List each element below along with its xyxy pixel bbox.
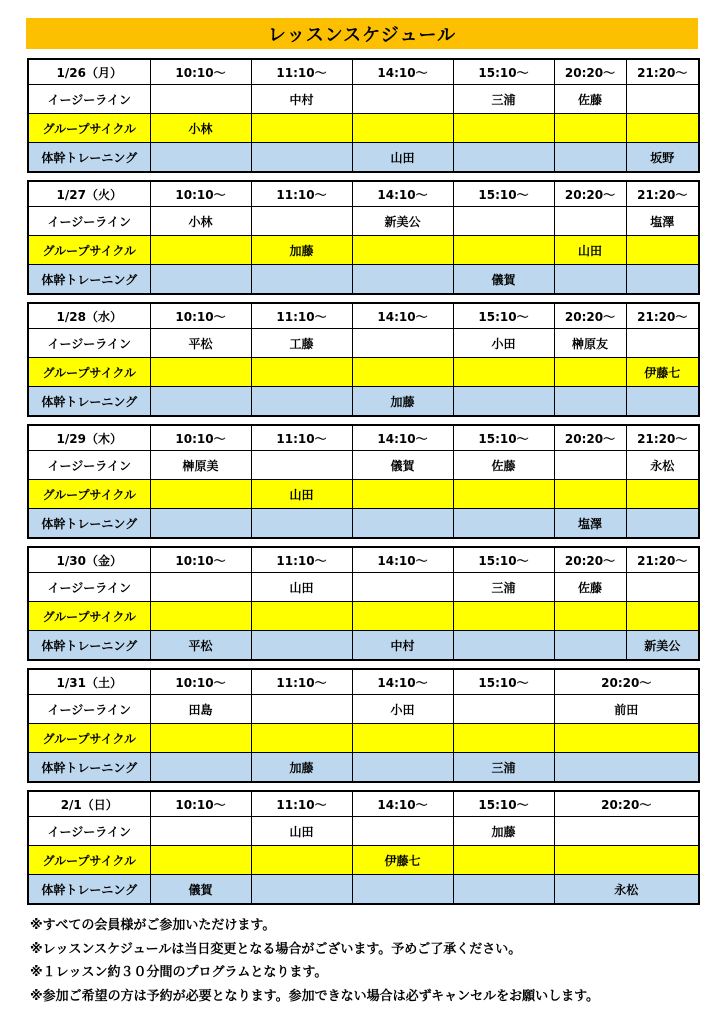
time-cell: 10:10〜 — [150, 669, 251, 695]
lesson-label: グループサイクル — [28, 724, 150, 753]
instructor-cell — [352, 875, 453, 905]
time-cell: 15:10〜 — [453, 425, 554, 451]
instructor-cell: 小林 — [150, 207, 251, 236]
instructor-cell: 永松 — [554, 875, 699, 905]
day-table — [27, 668, 700, 783]
instructor-cell — [352, 236, 453, 265]
instructor-cell — [352, 265, 453, 295]
instructor-cell: 伊藤七 — [626, 358, 699, 387]
instructor-cell: 儀賀 — [150, 875, 251, 905]
lesson-label: 体幹トレーニング — [28, 265, 150, 295]
lesson-label: イージーライン — [28, 329, 150, 358]
time-cell: 10:10〜 — [150, 181, 251, 207]
instructor-cell — [251, 451, 352, 480]
easy-row — [28, 451, 699, 480]
instructor-cell: 儀賀 — [352, 451, 453, 480]
cycle-row — [28, 480, 699, 509]
instructor-cell — [150, 846, 251, 875]
time-cell: 10:10〜 — [150, 547, 251, 573]
instructor-cell — [554, 602, 626, 631]
instructor-cell: 工藤 — [251, 329, 352, 358]
instructor-cell: 佐藤 — [554, 573, 626, 602]
lesson-label: グループサイクル — [28, 602, 150, 631]
instructor-cell: 榊原友 — [554, 329, 626, 358]
instructor-cell — [352, 602, 453, 631]
instructor-cell — [554, 451, 626, 480]
lesson-label: グループサイクル — [28, 846, 150, 875]
instructor-cell — [352, 358, 453, 387]
lesson-label: 体幹トレーニング — [28, 143, 150, 173]
instructor-cell — [150, 509, 251, 539]
instructor-cell — [554, 846, 699, 875]
instructor-cell — [251, 695, 352, 724]
time-cell: 15:10〜 — [453, 547, 554, 573]
instructor-cell — [626, 114, 699, 143]
instructor-cell: 加藤 — [251, 753, 352, 783]
time-cell: 20:20〜 — [554, 791, 699, 817]
instructor-cell — [352, 509, 453, 539]
instructor-cell — [150, 602, 251, 631]
core-row — [28, 387, 699, 417]
time-cell: 15:10〜 — [453, 669, 554, 695]
time-cell: 15:10〜 — [453, 181, 554, 207]
instructor-cell: 三浦 — [453, 85, 554, 114]
instructor-cell — [626, 387, 699, 417]
instructor-cell — [150, 753, 251, 783]
easy-row — [28, 573, 699, 602]
instructor-cell: 三浦 — [453, 573, 554, 602]
instructor-cell: 塩澤 — [626, 207, 699, 236]
easy-row — [28, 207, 699, 236]
instructor-cell — [352, 573, 453, 602]
instructor-cell: 中村 — [251, 85, 352, 114]
instructor-cell: 佐藤 — [453, 451, 554, 480]
instructor-cell — [554, 358, 626, 387]
instructor-cell: 加藤 — [453, 817, 554, 846]
instructor-cell — [554, 480, 626, 509]
lesson-label: グループサイクル — [28, 236, 150, 265]
lesson-label: イージーライン — [28, 451, 150, 480]
time-cell: 11:10〜 — [251, 303, 352, 329]
lesson-label: イージーライン — [28, 695, 150, 724]
day-table — [27, 58, 700, 173]
instructor-cell: 平松 — [150, 631, 251, 661]
instructor-cell — [251, 114, 352, 143]
instructor-cell: 永松 — [626, 451, 699, 480]
note-line: ※１レッスン約３０分間のプログラムとなります。 — [30, 965, 328, 980]
note-line: ※すべての会員様がご参加いただけます。 — [30, 918, 276, 933]
cycle-row — [28, 358, 699, 387]
lesson-label: 体幹トレーニング — [28, 387, 150, 417]
lesson-label: グループサイクル — [28, 358, 150, 387]
easy-row — [28, 695, 699, 724]
instructor-cell — [150, 817, 251, 846]
time-cell: 11:10〜 — [251, 547, 352, 573]
instructor-cell: 小田 — [352, 695, 453, 724]
instructor-cell: 塩澤 — [554, 509, 626, 539]
time-cell: 10:10〜 — [150, 791, 251, 817]
day-table — [27, 424, 700, 539]
instructor-cell: 前田 — [554, 695, 699, 724]
time-cell: 11:10〜 — [251, 791, 352, 817]
time-cell: 10:10〜 — [150, 425, 251, 451]
time-cell: 11:10〜 — [251, 425, 352, 451]
instructor-cell — [352, 85, 453, 114]
instructor-cell — [150, 265, 251, 295]
lesson-label: 体幹トレーニング — [28, 631, 150, 661]
instructor-cell — [626, 602, 699, 631]
instructor-cell — [150, 143, 251, 173]
instructor-cell: 坂野 — [626, 143, 699, 173]
instructor-cell — [626, 329, 699, 358]
time-cell: 14:10〜 — [352, 181, 453, 207]
core-row — [28, 875, 699, 905]
instructor-cell — [453, 480, 554, 509]
instructor-cell: 山田 — [251, 480, 352, 509]
date-cell: 1/27（火） — [28, 181, 150, 207]
lesson-label: イージーライン — [28, 207, 150, 236]
date-cell: 1/26（月） — [28, 59, 150, 85]
instructor-cell — [626, 509, 699, 539]
time-cell: 20:20〜 — [554, 547, 626, 573]
time-cell: 14:10〜 — [352, 547, 453, 573]
date-cell: 1/30（金） — [28, 547, 150, 573]
core-row — [28, 753, 699, 783]
lesson-label: 体幹トレーニング — [28, 753, 150, 783]
instructor-cell — [453, 875, 554, 905]
instructor-cell — [453, 207, 554, 236]
time-cell: 11:10〜 — [251, 181, 352, 207]
instructor-cell — [554, 817, 699, 846]
time-cell: 21:20〜 — [626, 303, 699, 329]
instructor-cell: 田島 — [150, 695, 251, 724]
instructor-cell — [352, 480, 453, 509]
instructor-cell — [453, 724, 554, 753]
core-row — [28, 143, 699, 173]
time-cell: 15:10〜 — [453, 303, 554, 329]
instructor-cell — [453, 509, 554, 539]
instructor-cell — [453, 387, 554, 417]
instructor-cell — [251, 207, 352, 236]
date-cell: 1/29（木） — [28, 425, 150, 451]
instructor-cell — [554, 631, 626, 661]
instructor-cell — [352, 817, 453, 846]
cycle-row — [28, 724, 699, 753]
lesson-label: 体幹トレーニング — [28, 509, 150, 539]
instructor-cell — [352, 753, 453, 783]
instructor-cell — [352, 329, 453, 358]
instructor-cell — [554, 207, 626, 236]
instructor-cell — [453, 358, 554, 387]
date-cell: 1/28（水） — [28, 303, 150, 329]
note-line: ※レッスンスケジュールは当日変更となる場合がございます。予めご了承ください。 — [30, 941, 522, 957]
instructor-cell — [251, 387, 352, 417]
instructor-cell — [150, 85, 251, 114]
lesson-label: イージーライン — [28, 85, 150, 114]
instructor-cell: 佐藤 — [554, 85, 626, 114]
instructor-cell — [626, 265, 699, 295]
instructor-cell: 山田 — [352, 143, 453, 173]
day-table — [27, 302, 700, 417]
instructor-cell — [251, 143, 352, 173]
instructor-cell: 新美公 — [352, 207, 453, 236]
time-cell: 20:20〜 — [554, 181, 626, 207]
instructor-cell: 伊藤七 — [352, 846, 453, 875]
instructor-cell: 加藤 — [251, 236, 352, 265]
time-cell: 20:20〜 — [554, 303, 626, 329]
instructor-cell: 山田 — [554, 236, 626, 265]
time-cell: 20:20〜 — [554, 669, 699, 695]
instructor-cell: 山田 — [251, 817, 352, 846]
time-cell: 11:10〜 — [251, 669, 352, 695]
instructor-cell — [453, 631, 554, 661]
instructor-cell — [453, 114, 554, 143]
instructor-cell — [251, 265, 352, 295]
instructor-cell — [251, 631, 352, 661]
instructor-cell — [150, 724, 251, 753]
easy-row — [28, 817, 699, 846]
lesson-label: イージーライン — [28, 817, 150, 846]
instructor-cell — [626, 573, 699, 602]
instructor-cell — [352, 114, 453, 143]
instructor-cell — [453, 695, 554, 724]
time-cell: 14:10〜 — [352, 791, 453, 817]
cycle-row — [28, 236, 699, 265]
instructor-cell: 山田 — [251, 573, 352, 602]
instructor-cell: 中村 — [352, 631, 453, 661]
instructor-cell — [626, 85, 699, 114]
time-cell: 10:10〜 — [150, 303, 251, 329]
instructor-cell: 加藤 — [352, 387, 453, 417]
instructor-cell — [150, 480, 251, 509]
instructor-cell — [150, 236, 251, 265]
instructor-cell: 儀賀 — [453, 265, 554, 295]
instructor-cell — [554, 114, 626, 143]
instructor-cell — [150, 573, 251, 602]
instructor-cell — [251, 724, 352, 753]
instructor-cell — [626, 236, 699, 265]
lesson-label: グループサイクル — [28, 480, 150, 509]
day-table — [27, 790, 700, 905]
notes-section — [30, 914, 710, 1008]
cycle-row — [28, 114, 699, 143]
instructor-cell — [554, 265, 626, 295]
time-cell: 14:10〜 — [352, 303, 453, 329]
instructor-cell — [251, 846, 352, 875]
core-row — [28, 631, 699, 661]
instructor-cell — [150, 358, 251, 387]
note-line: ※参加ご希望の方は予約が必要となります。参加できない場合は必ずキャンセルをお願いします。 — [30, 988, 600, 1004]
instructor-cell — [626, 480, 699, 509]
time-cell: 21:20〜 — [626, 425, 699, 451]
instructor-cell — [554, 143, 626, 173]
easy-row — [28, 85, 699, 114]
time-cell: 14:10〜 — [352, 59, 453, 85]
core-row — [28, 509, 699, 539]
time-cell: 10:10〜 — [150, 59, 251, 85]
core-row — [28, 265, 699, 295]
instructor-cell: 小田 — [453, 329, 554, 358]
time-cell: 14:10〜 — [352, 425, 453, 451]
instructor-cell — [453, 236, 554, 265]
instructor-cell — [251, 875, 352, 905]
lesson-label: イージーライン — [28, 573, 150, 602]
instructor-cell — [251, 509, 352, 539]
cycle-row — [28, 602, 699, 631]
lesson-label: グループサイクル — [28, 114, 150, 143]
instructor-cell — [554, 387, 626, 417]
time-cell: 14:10〜 — [352, 669, 453, 695]
date-cell: 2/1（日） — [28, 791, 150, 817]
instructor-cell — [251, 602, 352, 631]
time-cell: 20:20〜 — [554, 59, 626, 85]
time-cell: 15:10〜 — [453, 791, 554, 817]
time-cell: 20:20〜 — [554, 425, 626, 451]
instructor-cell — [352, 724, 453, 753]
instructor-cell — [554, 724, 699, 753]
lesson-label: 体幹トレーニング — [28, 875, 150, 905]
instructor-cell: 三浦 — [453, 753, 554, 783]
day-table — [27, 180, 700, 295]
instructor-cell: 新美公 — [626, 631, 699, 661]
time-cell: 11:10〜 — [251, 59, 352, 85]
schedule-title: レッスンスケジュール — [26, 18, 698, 49]
instructor-cell — [453, 602, 554, 631]
time-cell: 21:20〜 — [626, 547, 699, 573]
instructor-cell: 小林 — [150, 114, 251, 143]
time-cell: 15:10〜 — [453, 59, 554, 85]
cycle-row — [28, 846, 699, 875]
instructor-cell: 榊原美 — [150, 451, 251, 480]
instructor-cell: 平松 — [150, 329, 251, 358]
easy-row — [28, 329, 699, 358]
time-cell: 21:20〜 — [626, 181, 699, 207]
instructor-cell — [251, 358, 352, 387]
instructor-cell — [150, 387, 251, 417]
date-cell: 1/31（土） — [28, 669, 150, 695]
day-table — [27, 546, 700, 661]
instructor-cell — [554, 753, 699, 783]
instructor-cell — [453, 846, 554, 875]
instructor-cell — [453, 143, 554, 173]
time-cell: 21:20〜 — [626, 59, 699, 85]
